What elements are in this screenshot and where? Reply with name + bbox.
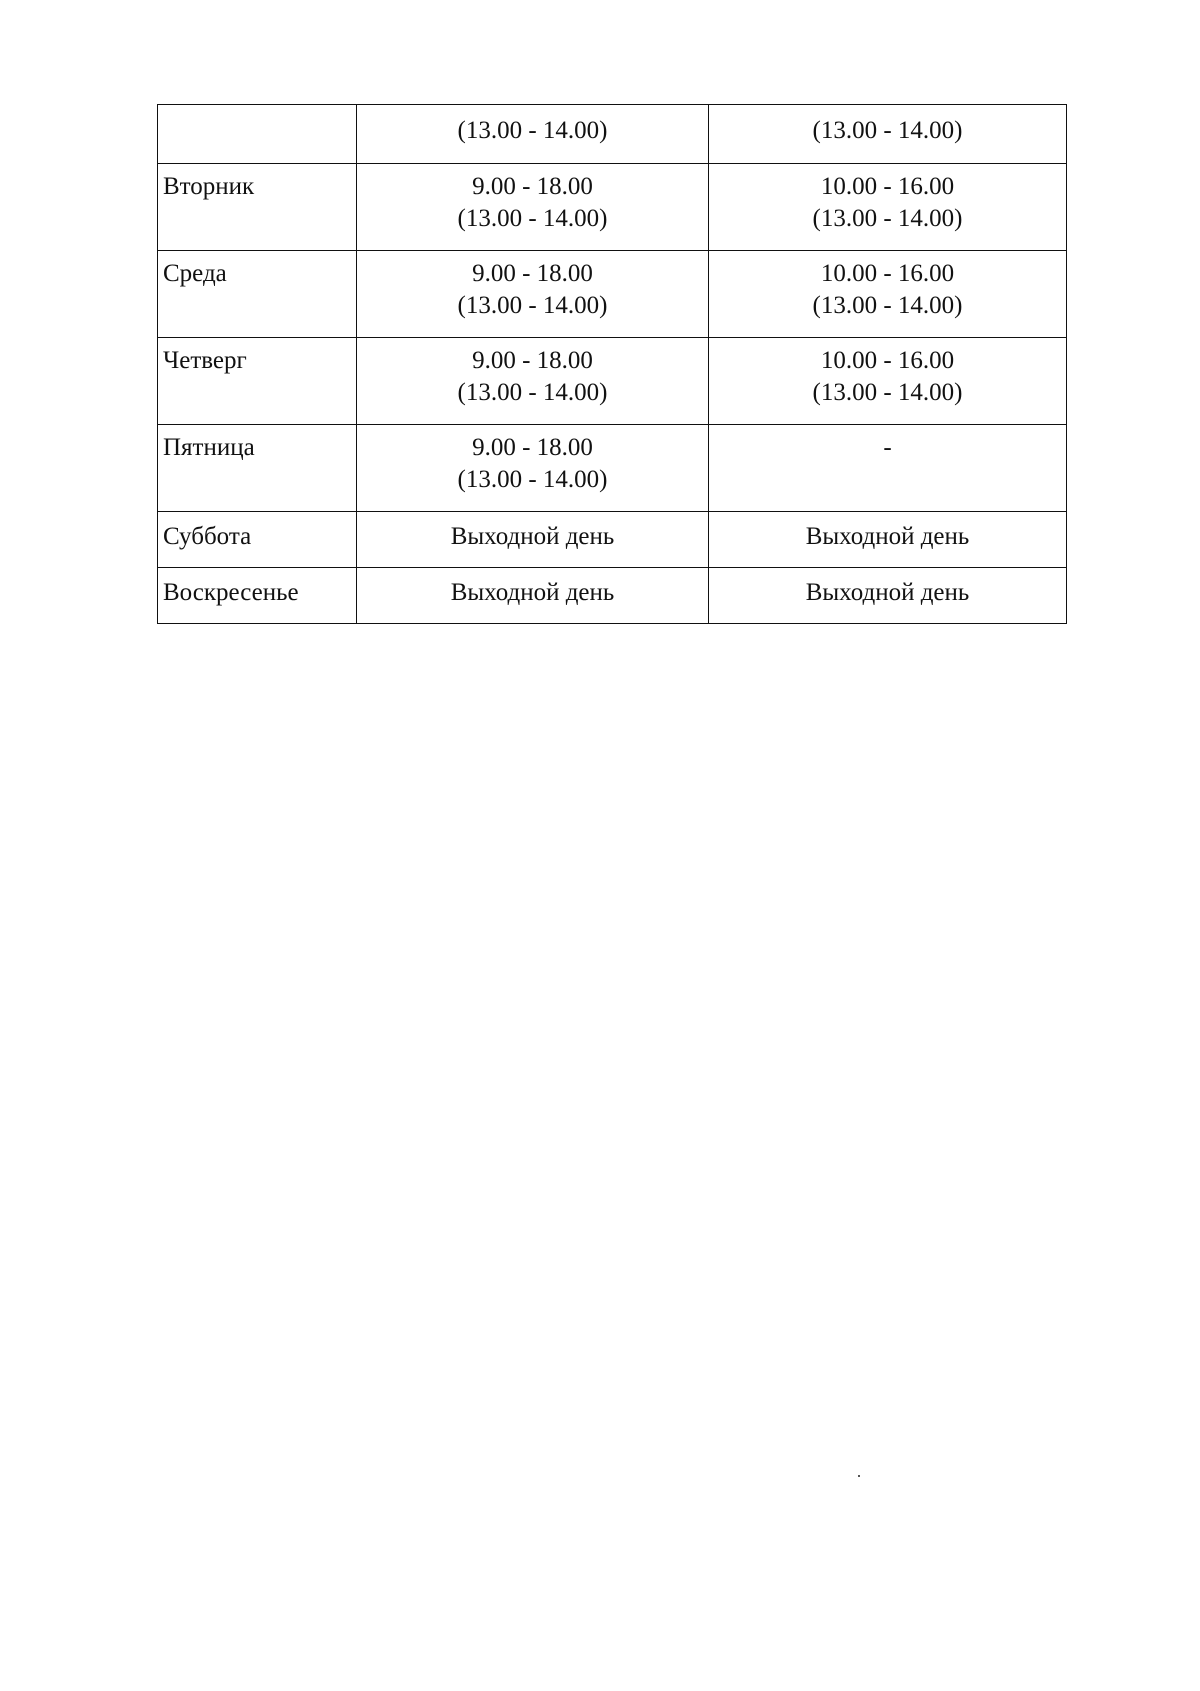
work-hours: 10.00 - 16.00 <box>820 260 955 287</box>
work-hours: 10.00 - 16.00 <box>820 347 955 374</box>
scan-speck <box>858 1475 860 1477</box>
day-cell: Среда <box>158 251 357 338</box>
break-hours: (13.00 - 14.00) <box>812 205 963 232</box>
hours-cell-a <box>357 338 709 425</box>
hours-cell-a <box>357 105 709 164</box>
hours-cell-a <box>357 512 709 568</box>
hours-cell-b <box>709 105 1067 164</box>
table-row <box>158 164 1067 251</box>
day-off: Выходной день <box>805 523 970 550</box>
work-hours: 9.00 - 18.00 <box>472 260 593 287</box>
table-row <box>158 105 1067 164</box>
day-cell: Суббота <box>158 512 357 568</box>
hours-cell-b <box>709 568 1067 624</box>
work-hours: 9.00 - 18.00 <box>472 434 593 461</box>
break-hours: (13.00 - 14.00) <box>812 117 963 144</box>
day-cell: Пятница <box>158 425 357 512</box>
hours-cell-b <box>709 512 1067 568</box>
hours-cell-a <box>357 251 709 338</box>
day-cell: Воскресенье <box>158 568 357 624</box>
day-cell: Вторник <box>158 164 357 251</box>
table-row <box>158 568 1067 624</box>
table-row <box>158 251 1067 338</box>
day-off: Выходной день <box>450 523 615 550</box>
break-hours: (13.00 - 14.00) <box>457 379 608 406</box>
break-hours: (13.00 - 14.00) <box>457 205 608 232</box>
break-hours: (13.00 - 14.00) <box>457 292 608 319</box>
day-off: Выходной день <box>450 579 615 606</box>
hours-cell-b <box>709 425 1067 512</box>
break-hours: (13.00 - 14.00) <box>457 466 608 493</box>
break-hours: (13.00 - 14.00) <box>812 379 963 406</box>
schedule-table <box>157 104 1067 624</box>
table-row <box>158 512 1067 568</box>
hours-cell-a <box>357 164 709 251</box>
day-off: Выходной день <box>805 579 970 606</box>
hours-cell-a <box>357 568 709 624</box>
day-cell <box>158 105 357 164</box>
work-hours: 9.00 - 18.00 <box>472 347 593 374</box>
work-hours: 10.00 - 16.00 <box>820 173 955 200</box>
hours-cell-a <box>357 425 709 512</box>
table-row <box>158 338 1067 425</box>
table-row <box>158 425 1067 512</box>
break-hours: (13.00 - 14.00) <box>457 117 608 144</box>
break-hours: (13.00 - 14.00) <box>812 292 963 319</box>
no-hours-dash: - <box>883 434 892 461</box>
work-hours: 9.00 - 18.00 <box>472 173 593 200</box>
hours-cell-b <box>709 251 1067 338</box>
hours-cell-b <box>709 338 1067 425</box>
day-cell: Четверг <box>158 338 357 425</box>
hours-cell-b <box>709 164 1067 251</box>
